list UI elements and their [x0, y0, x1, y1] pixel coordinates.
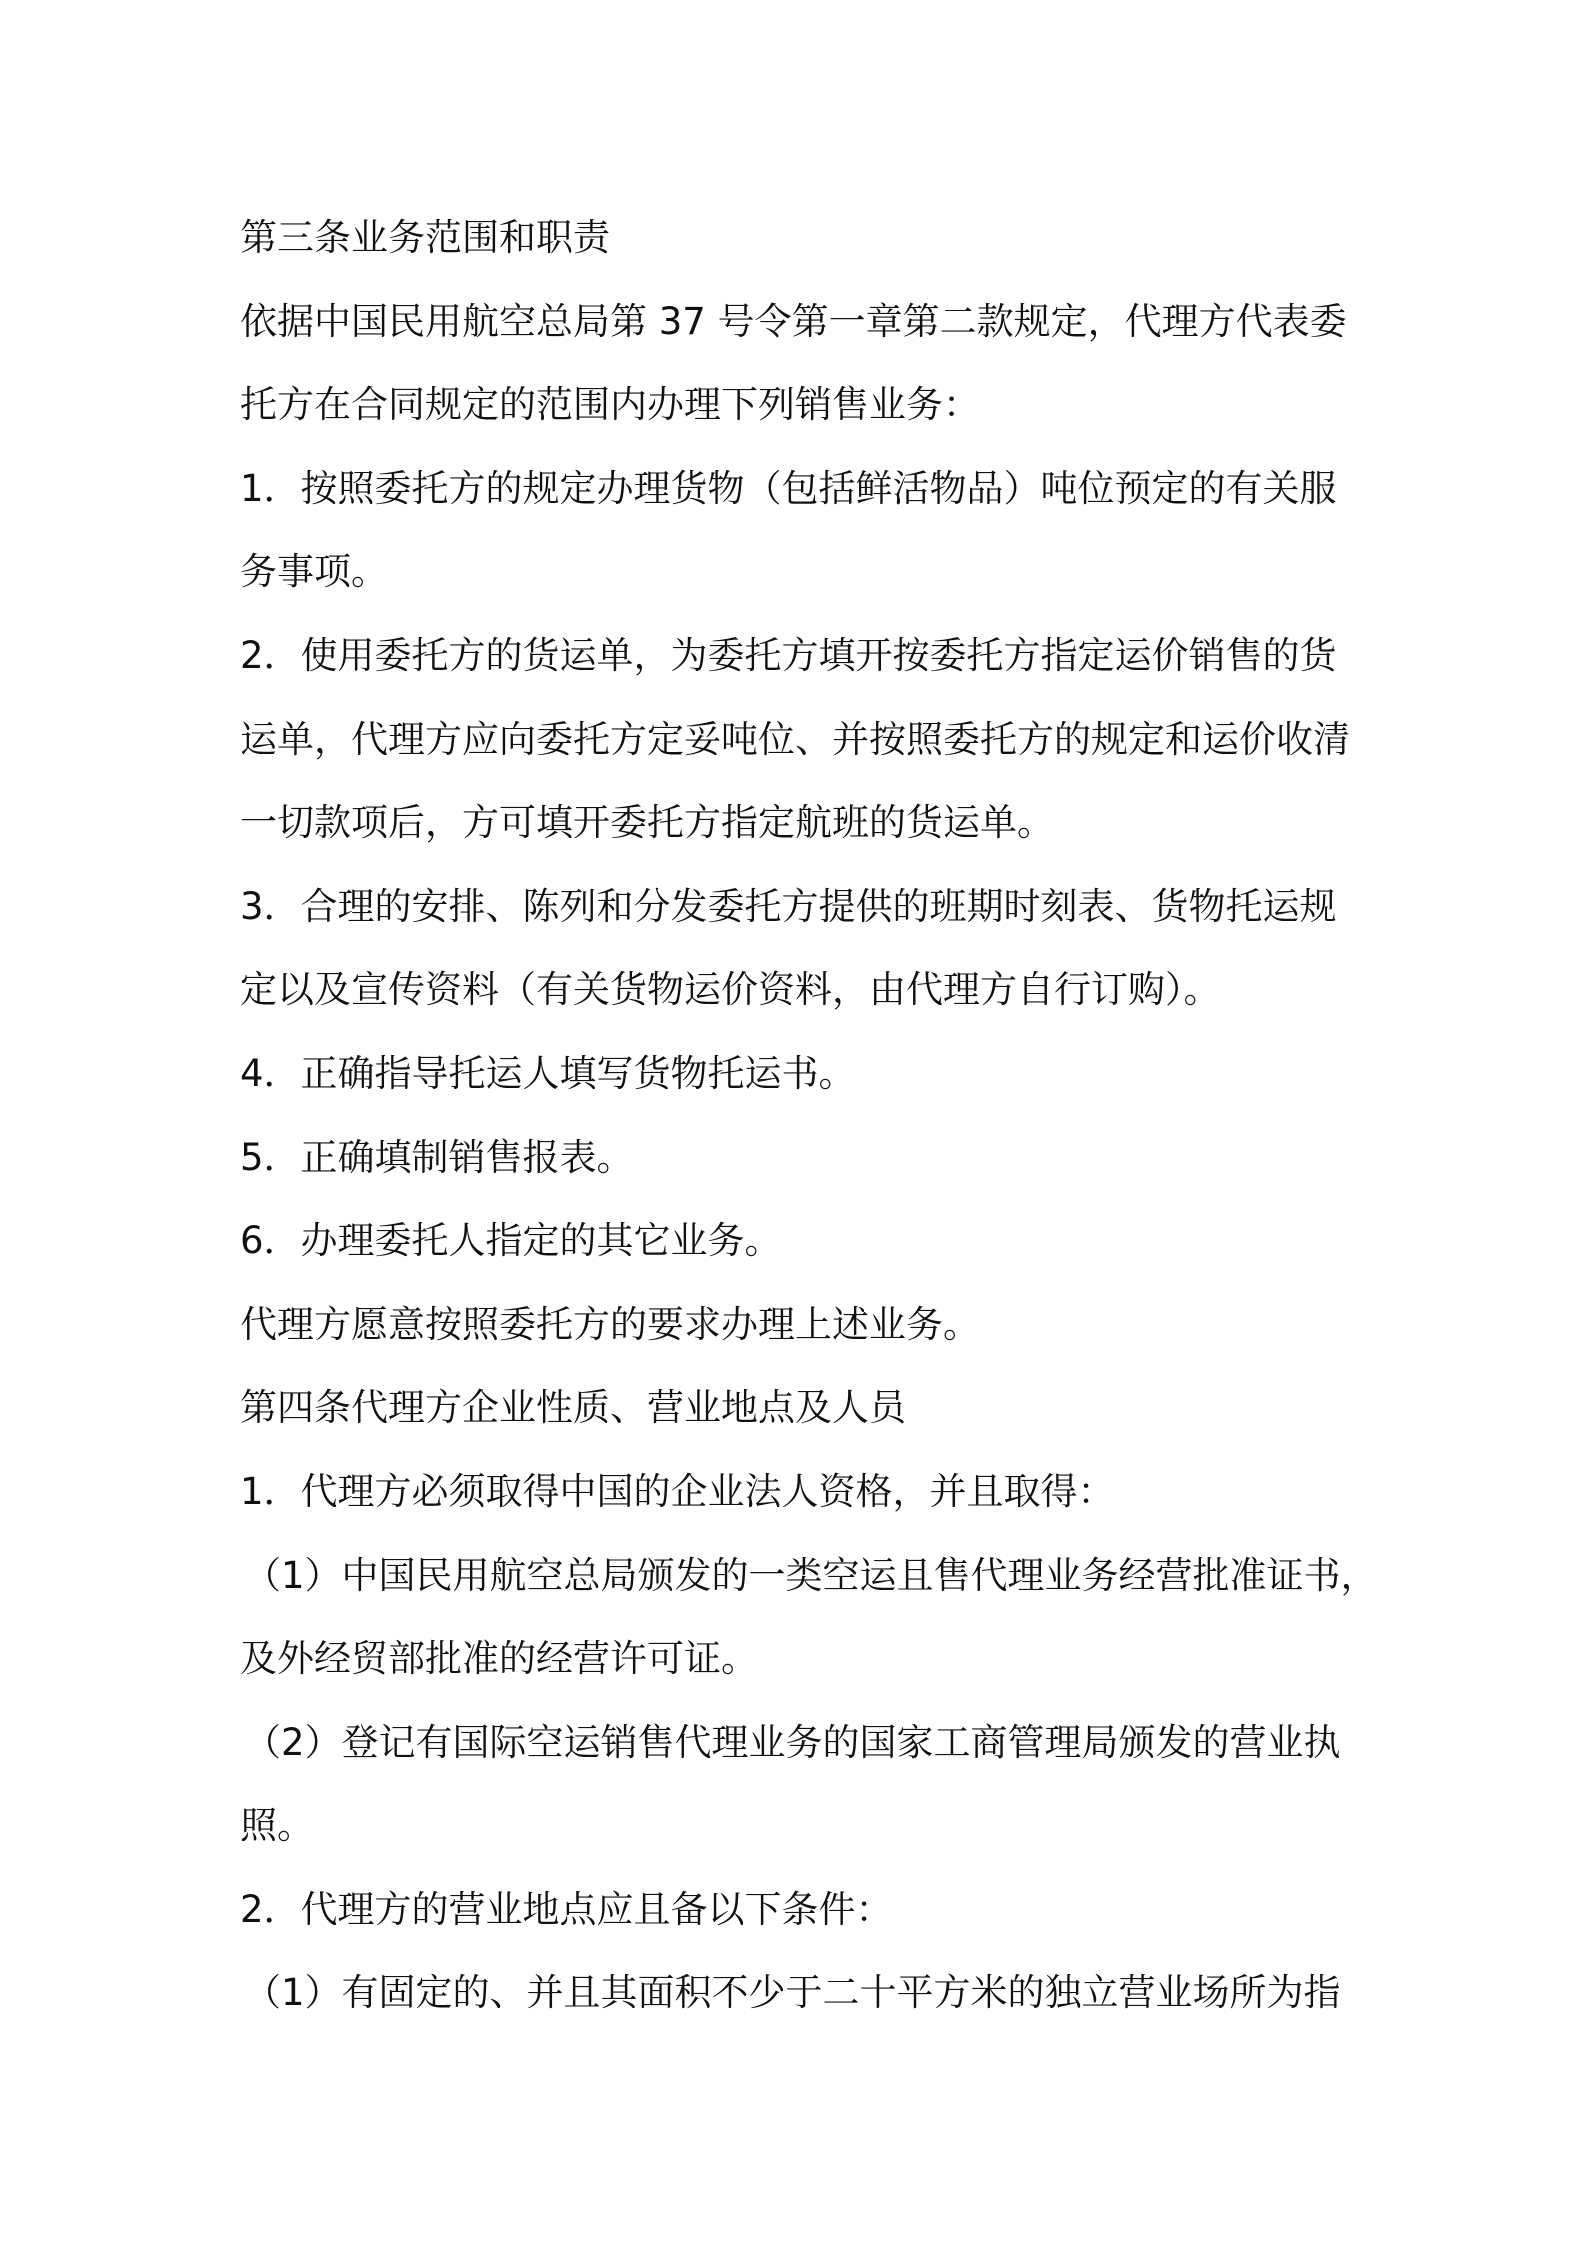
heading-article-4: 第四条代理方企业性质、营业地点及人员: [240, 1386, 906, 1430]
sub-item-1-line: （1）有固定的、并且其面积不少于二十平方米的独立营业场所为指: [244, 1971, 1341, 2015]
sub-item-2-line: （2）登记有国际空运销售代理业务的国家工商管理局颁发的营业执: [244, 1720, 1341, 1764]
list-item-3-line: 定以及宣传资料（有关货物运价资料，由代理方自行订购）。: [240, 968, 1221, 1012]
list-item-5: 5．正确填制销售报表。: [240, 1135, 634, 1179]
sub-item-2-line: 照。: [240, 1804, 314, 1848]
paragraph-line: 托方在合同规定的范围内办理下列销售业务：: [240, 383, 980, 427]
list-item-1-line: 务事项。: [240, 550, 388, 594]
list-item-3-line: 3．合理的安排、陈列和分发委托方提供的班期时刻表、货物托运规: [240, 884, 1337, 928]
paragraph-line: 代理方愿意按照委托方的要求办理上述业务。: [240, 1302, 980, 1346]
list-item-6: 6．办理委托人指定的其它业务。: [240, 1219, 782, 1263]
list-item-2-line: 2．使用委托方的货运单，为委托方填开按委托方指定运价销售的货: [240, 633, 1337, 677]
list-item-2-line: 一切款项后，方可填开委托方指定航班的货运单。: [240, 801, 1054, 845]
paragraph-line: 依据中国民用航空总局第 37 号令第一章第二款规定，代理方代表委: [240, 299, 1347, 343]
heading-article-3: 第三条业务范围和职责: [240, 216, 610, 259]
sub-item-1-line: （1）中国民用航空总局颁发的一类空运且售代理业务经营批准证书，: [244, 1553, 1378, 1597]
sub-item-1-line: 及外经贸部批准的经营许可证。: [240, 1637, 758, 1681]
document-body: [240, 196, 1380, 2035]
list-item-1-line: 1．代理方必须取得中国的企业法人资格，并且取得：: [240, 1469, 1115, 1513]
list-item-1-line: 1．按照委托方的规定办理货物（包括鲜活物品）吨位预定的有关服: [240, 466, 1337, 510]
list-item-4: 4．正确指导托运人填写货物托运书。: [240, 1051, 856, 1095]
list-item-2-line: 2．代理方的营业地点应且备以下条件：: [240, 1887, 893, 1931]
list-item-2-line: 运单，代理方应向委托方定妥吨位、并按照委托方的规定和运价收清: [240, 717, 1350, 761]
